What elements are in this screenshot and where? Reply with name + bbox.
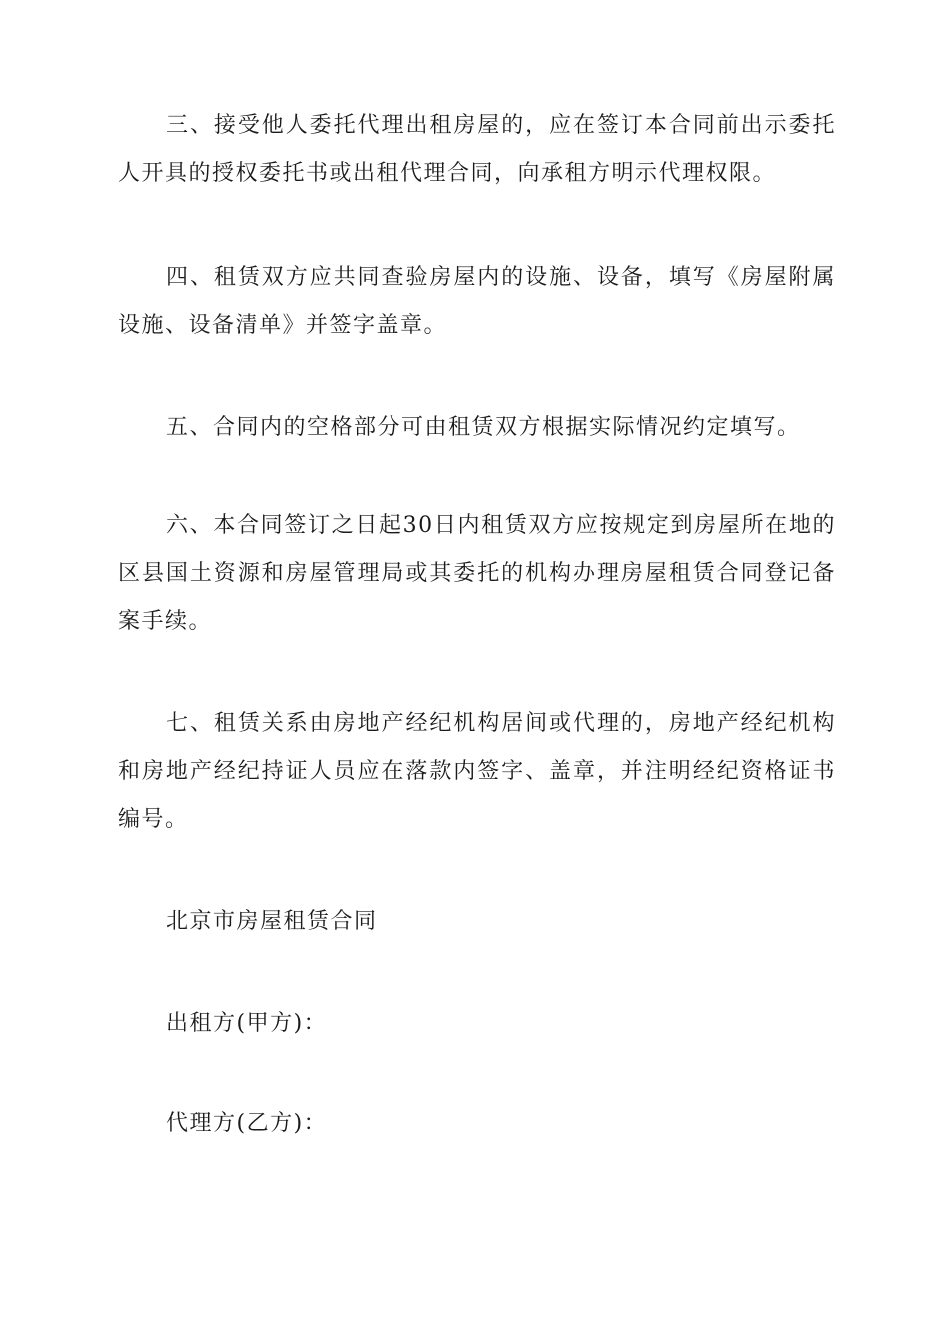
clause-three: 三、接受他人委托代理出租房屋的，应在签订本合同前出示委托人开具的授权委托书或出租代理合同，向承租方明示代理权限。	[118, 113, 836, 186]
clause-five: 五、合同内的空格部分可由租赁双方根据实际情况约定填写。	[166, 415, 801, 440]
agent-label: 代理方(乙方)：	[166, 1111, 328, 1136]
contract-title: 北京市房屋租赁合同	[166, 909, 378, 934]
clause-four: 四、租赁双方应共同查验房屋内的设施、设备，填写《房屋附属设施、设备清单》并签字盖章。	[118, 265, 836, 338]
clause-six: 六、本合同签订之日起30日内租赁双方应按规定到房屋所在地的区县国土资源和房屋管理局或其委托的机构办理房屋租赁合同登记备案手续。	[118, 513, 836, 634]
clause-seven: 七、租赁关系由房地产经纪机构居间或代理的，房地产经纪机构和房地产经纪持证人员应在落款内签字、盖章，并注明经纪资格证书编号。	[118, 711, 836, 832]
lessor-label: 出租方(甲方)：	[166, 1011, 328, 1036]
